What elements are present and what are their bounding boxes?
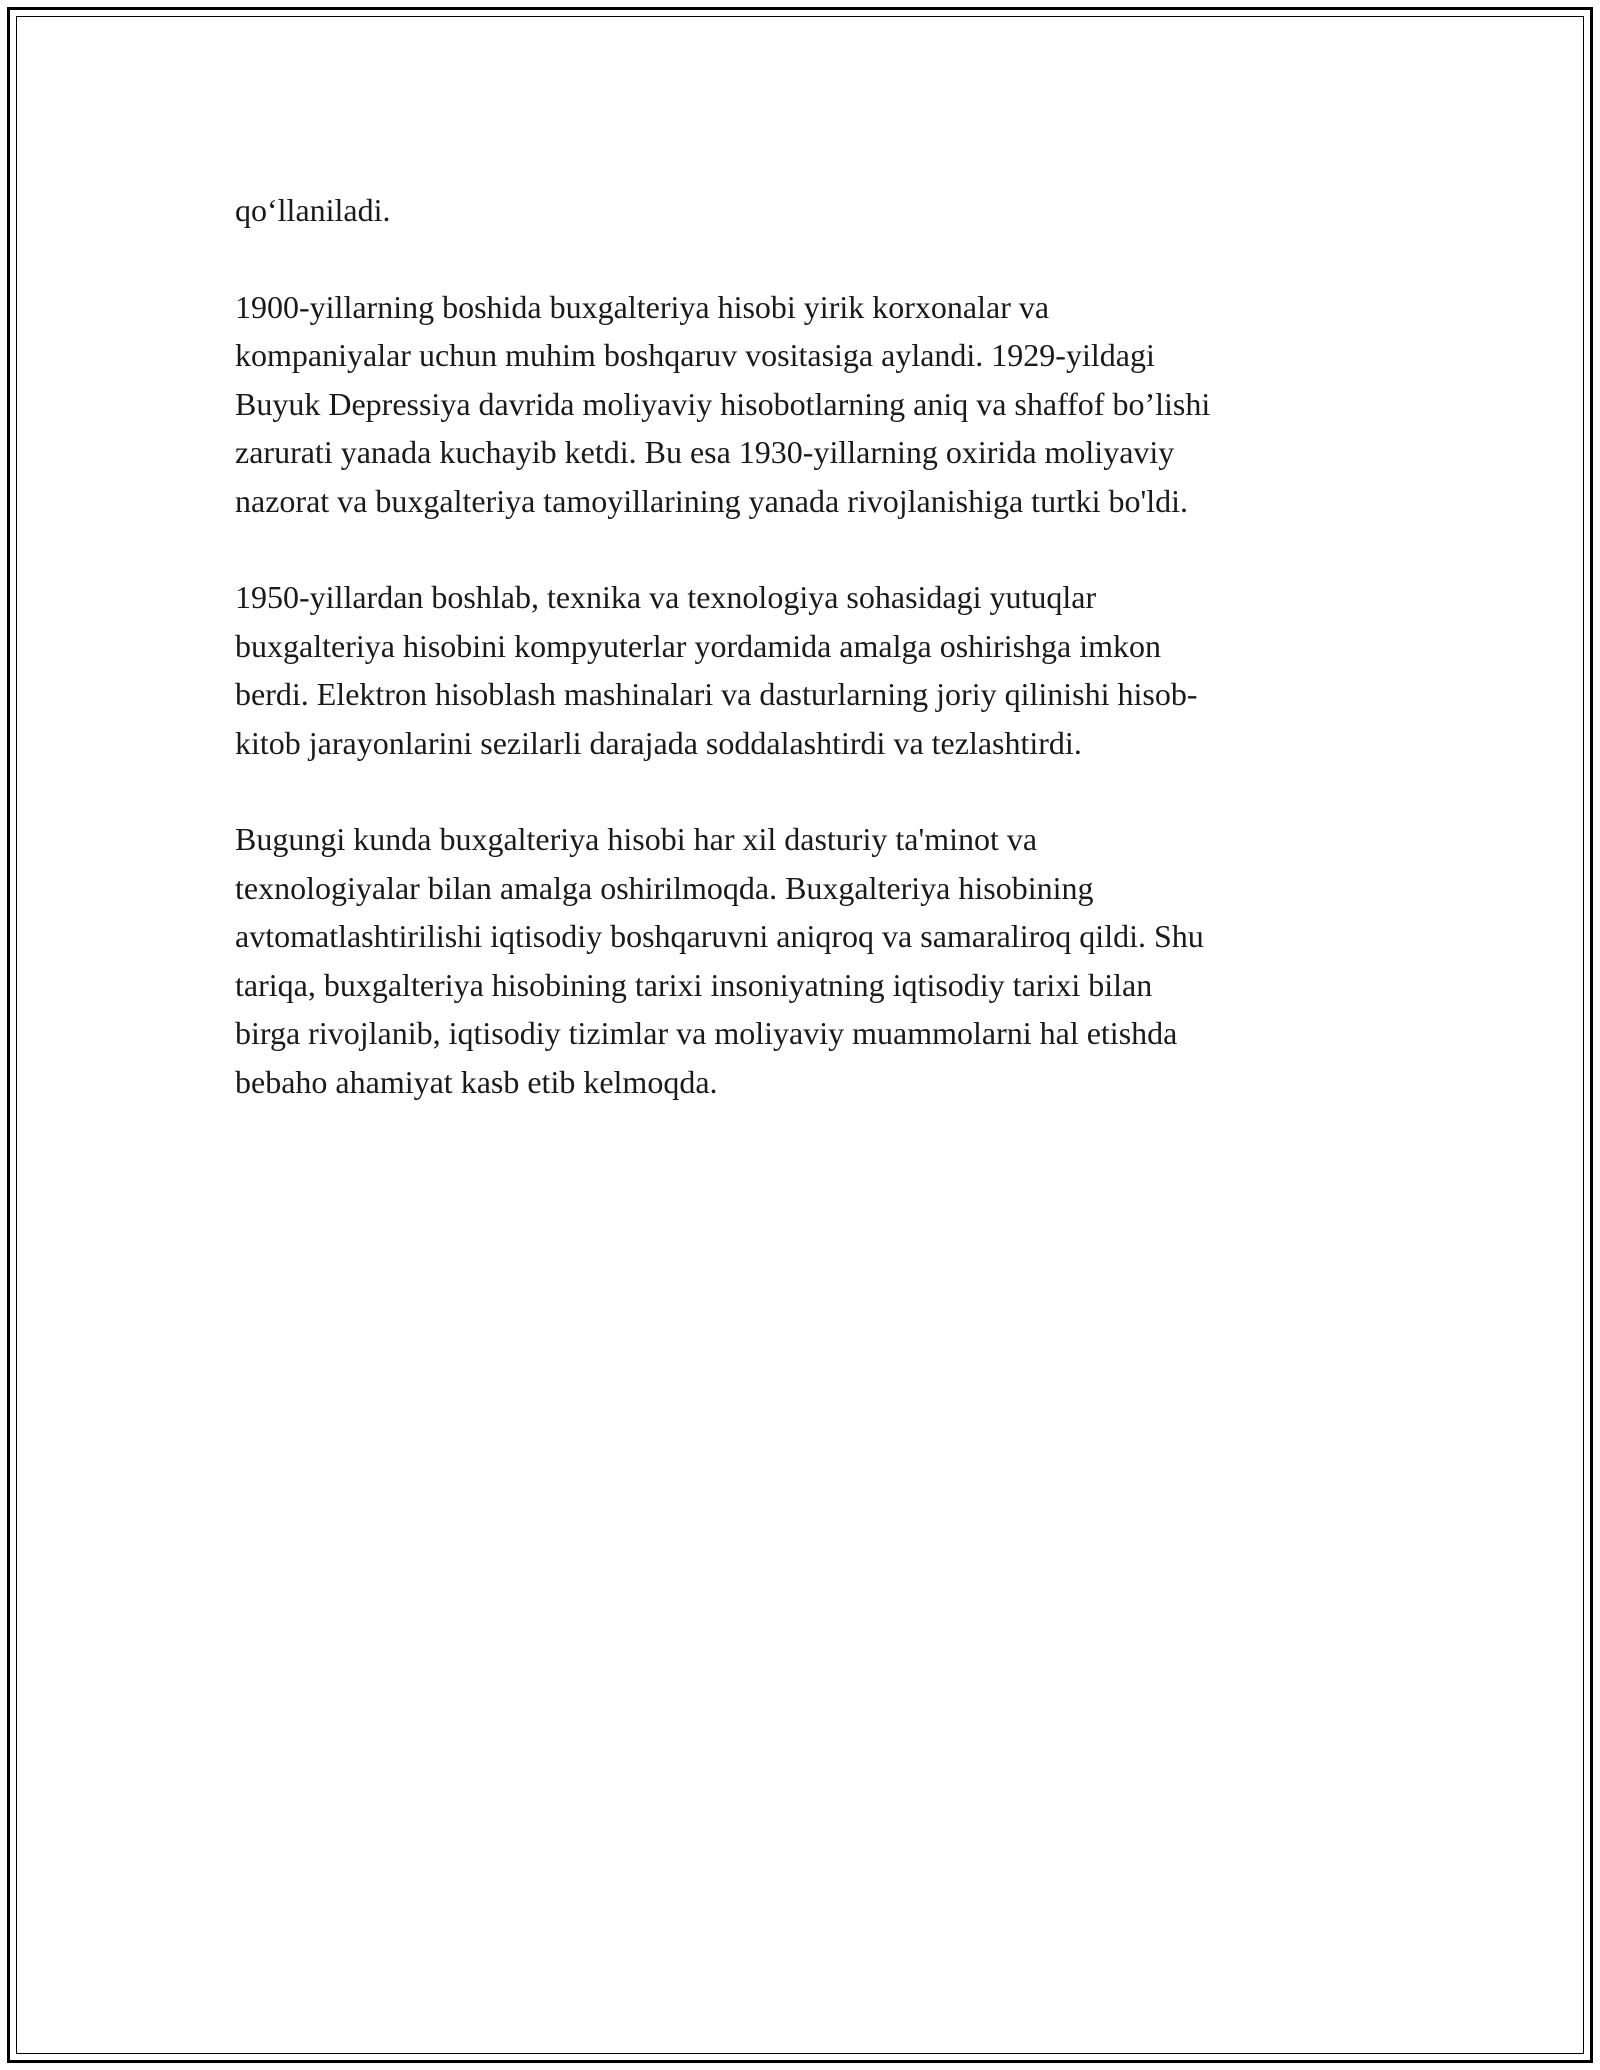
document-body <box>235 186 1375 1154</box>
paragraph-1950s: 1950-yillardan boshlab, texnika va texnologiya sohasidagi yutuqlar buxgalteriya hisobini kompyuterlar yordamida amalga oshirishga imkon berdi. Elektron hisoblash mashinalari va dasturlarning joriy qilinishi hisob- kitob jarayonlarini sezilarli darajada soddalashtirdi va tezlashtirdi. <box>235 579 1198 761</box>
paragraph-today: Bugungi kunda buxgalteriya hisobi har xil dasturiy ta'minot va texnologiyalar bilan amalga oshirilmoqda. Buxgalteriya hisobining avtomatlashtirilishi iqtisodiy boshqaruvni aniqroq va samaraliroq qildi. Shu tariqa, buxgalteriya hisobining tarixi insoniyatning iqtisodiy tarixi bilan birga rivojlanib, iqtisodiy tizimlar va moliyaviy muammolarni hal etishda bebaho ahamiyat kasb etib kelmoqda. <box>235 821 1204 1100</box>
paragraph-continuation: qo‘llaniladi. <box>235 192 391 228</box>
paragraph-1900s: 1900-yillarning boshida buxgalteriya hisobi yirik korxonalar va kompaniyalar uchun muhim boshqaruv vositasiga aylandi. 1929-yildagi Buyuk Depressiya davrida moliyaviy hisobotlarning aniq va shaffof bo’lishi zarurati yanada kuchayib ketdi. Bu esa 1930-yillarning oxirida moliyaviy nazorat va buxgalteriya tamoyillarining yanada rivojlanishiga turtki bo'ldi. <box>235 288 1211 519</box>
